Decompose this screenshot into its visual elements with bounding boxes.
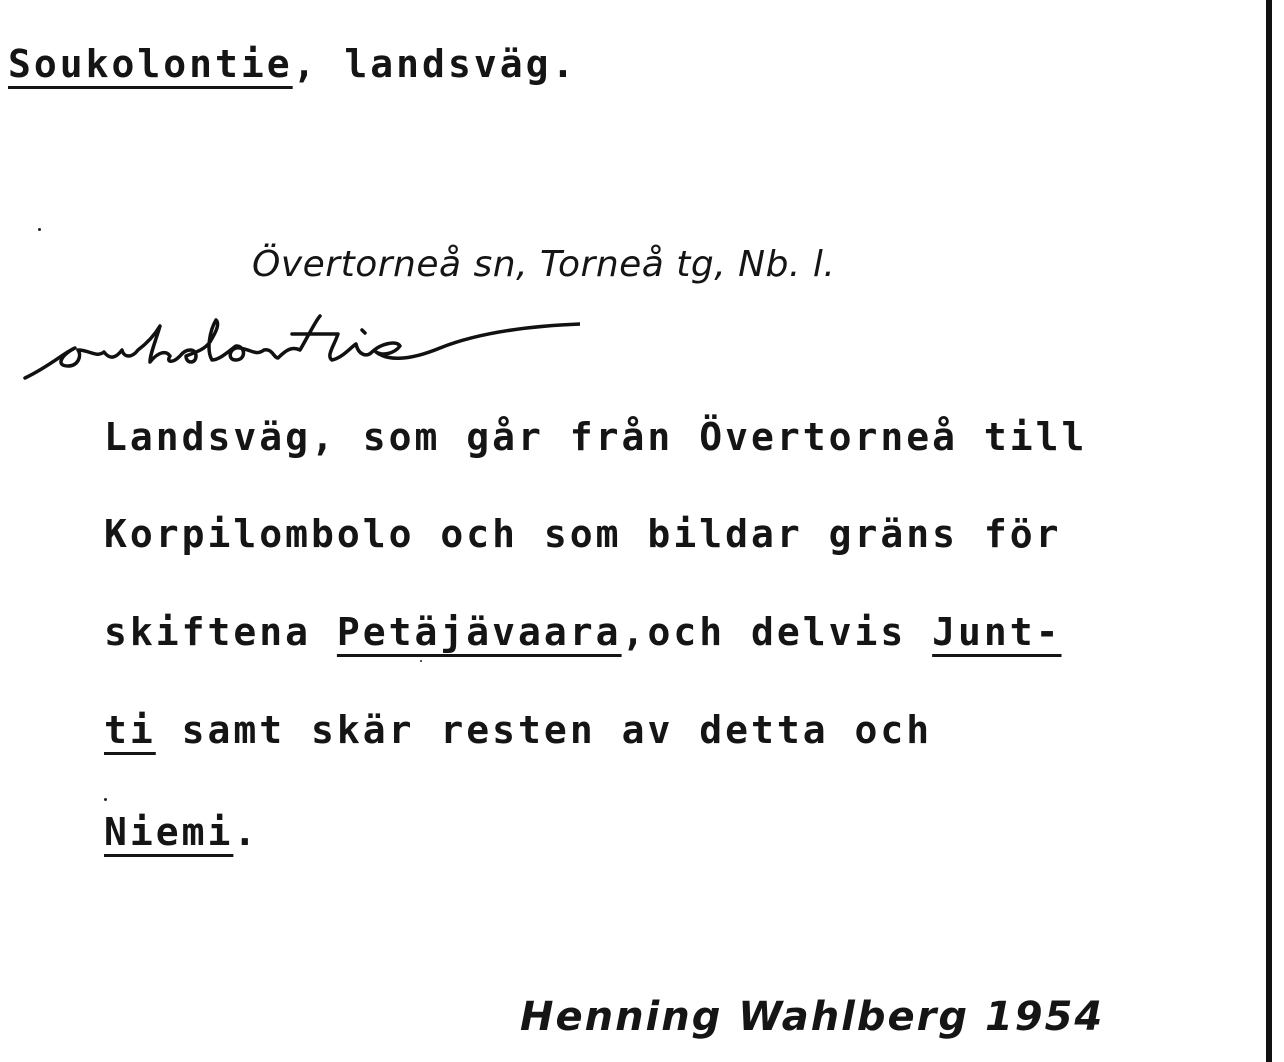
card-heading (8, 42, 577, 86)
place-name-juntti-start: Junt- (932, 610, 1062, 654)
heading-term: Soukolontie (8, 42, 293, 86)
body-line-5-end: . (233, 810, 260, 854)
scan-speck (104, 798, 107, 801)
place-name-juntti-end: ti (104, 708, 156, 752)
body-line-3-start: skiftena (104, 610, 337, 654)
scan-speck (38, 228, 41, 231)
scan-speck (420, 660, 422, 662)
body-line-4 (104, 708, 932, 752)
place-name-petajavaara: Petäjävaara (336, 610, 622, 654)
place-name-niemi: Niemi (104, 810, 234, 854)
body-line-1: Landsväg, som går från Övertorneå till (104, 415, 1088, 459)
handwritten-name (20, 300, 580, 390)
body-line-3 (104, 610, 1062, 654)
signature-line: Henning Wahlberg 1954 (520, 994, 1105, 1040)
card-edge-line (1266, 0, 1272, 1062)
locality-stamp: Övertorneå sn, Torneå tg, Nb. l. (252, 244, 836, 285)
body-line-3-middle: ,och delvis (621, 610, 933, 654)
body-line-2: Korpilombolo och som bildar gräns för (104, 512, 1062, 556)
body-line-4-rest: samt skär resten av detta och (155, 708, 933, 752)
body-line-5 (104, 810, 259, 854)
heading-rest: , landsväg. (292, 42, 578, 86)
